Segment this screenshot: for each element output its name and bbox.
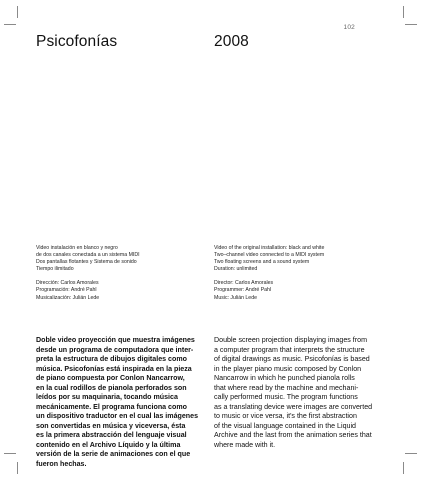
body-line: música. Psicofonías está inspirada en la pieza: [36, 364, 192, 373]
credits-spacer: [36, 273, 206, 280]
body-line: de piano compuesta por Conlon Nancarrow,: [36, 374, 185, 382]
crop-mark-top-left: [17, 6, 18, 18]
work-year: 2008: [214, 33, 249, 50]
credit-line: de dos canales conectada a un sistema MIDI: [36, 252, 140, 259]
credit-line: Video of the original installation: black and white: [214, 245, 325, 251]
body-line: cally performed music. The program functions: [214, 393, 358, 401]
body-line: Nancarrow in which he punched pianola rolls: [214, 374, 355, 382]
body-line: where made with it.: [214, 440, 276, 449]
body-line: of the visual language contained in the Liquid: [214, 421, 356, 430]
credit-line: Dos pantallas flotantes y Sistema de sonido: [36, 259, 137, 266]
description-english: [214, 336, 389, 450]
body-line: en la cual rodillos de pianola perforados son: [36, 383, 187, 392]
credit-line: Duration: unlimited: [214, 266, 258, 273]
crop-mark-top-left-horizontal: [4, 24, 16, 25]
credit-staff-line: Programmer: André Pahl: [214, 287, 272, 294]
body-line: Double screen projection displaying images from: [214, 336, 367, 344]
crop-mark-bottom-right: [403, 462, 404, 474]
credit-line: Video instalación en blanco y negro: [36, 245, 118, 251]
body-line: of digital drawings as music. Psicofonías is based: [214, 355, 370, 363]
credits-spacer: [214, 273, 384, 280]
body-line: fueron hechas.: [36, 459, 87, 468]
credit-staff-line: Dirección: Carlos Amorales: [36, 280, 99, 287]
body-line: versión de la serie de animaciones con el que: [36, 450, 191, 458]
work-title: Psicofonías: [36, 33, 118, 50]
body-line: un dispositivo traductor en el cual las imágenes: [36, 412, 199, 420]
crop-mark-top-right-horizontal: [405, 24, 417, 25]
description-spanish: [36, 336, 201, 469]
credit-staff-line: Musicalización: Julián Lede: [36, 294, 100, 301]
crop-mark-bottom-right-horizontal: [405, 453, 417, 454]
body-line: desde un programa de computadora que inter-: [36, 345, 194, 354]
credit-line: Two floating screens and a sound system: [214, 259, 310, 266]
body-line: son convertidas en música y viceversa, ésta: [36, 421, 186, 430]
body-line: leídos por su maquinaria, tocando música: [36, 393, 178, 401]
crop-mark-top-right: [403, 6, 404, 18]
page-number: 102: [343, 24, 355, 31]
body-line: contenido en el Archivo Líquido y la última: [36, 440, 181, 449]
credit-line: Tiempo ilimitado: [36, 266, 74, 273]
body-line: preta la estructura de dibujos digitales como: [36, 355, 187, 363]
credits-spanish: [36, 245, 206, 302]
body-line: in the player piano music composed by Conlon: [214, 364, 362, 373]
body-line: es la primera abstracción del lenguaje visual: [36, 431, 187, 439]
body-line: Doble video proyección que muestra imágenes: [36, 336, 195, 344]
credit-line: Two–channel video connected to a MIDI system: [214, 252, 325, 259]
body-line: as a translating device were images are converted: [214, 402, 373, 411]
body-line: a computer program that interprets the structure: [214, 345, 365, 354]
body-line: that where read by the machine and mechani-: [214, 383, 359, 392]
body-line: Archive and the last from the animation series that: [214, 431, 372, 439]
credit-staff-line: Director: Carlos Amorales: [214, 280, 274, 287]
credits-english: [214, 245, 384, 302]
body-line: mecánicamente. El programa funciona como: [36, 402, 187, 411]
credit-staff-line: Music: Julián Lede: [214, 294, 257, 301]
crop-mark-bottom-left-horizontal: [4, 453, 16, 454]
crop-mark-bottom-left: [17, 462, 18, 474]
credit-staff-line: Programación: André Pahl: [36, 287, 97, 294]
body-line: to music or vice versa, it's the first abstraction: [214, 412, 357, 420]
